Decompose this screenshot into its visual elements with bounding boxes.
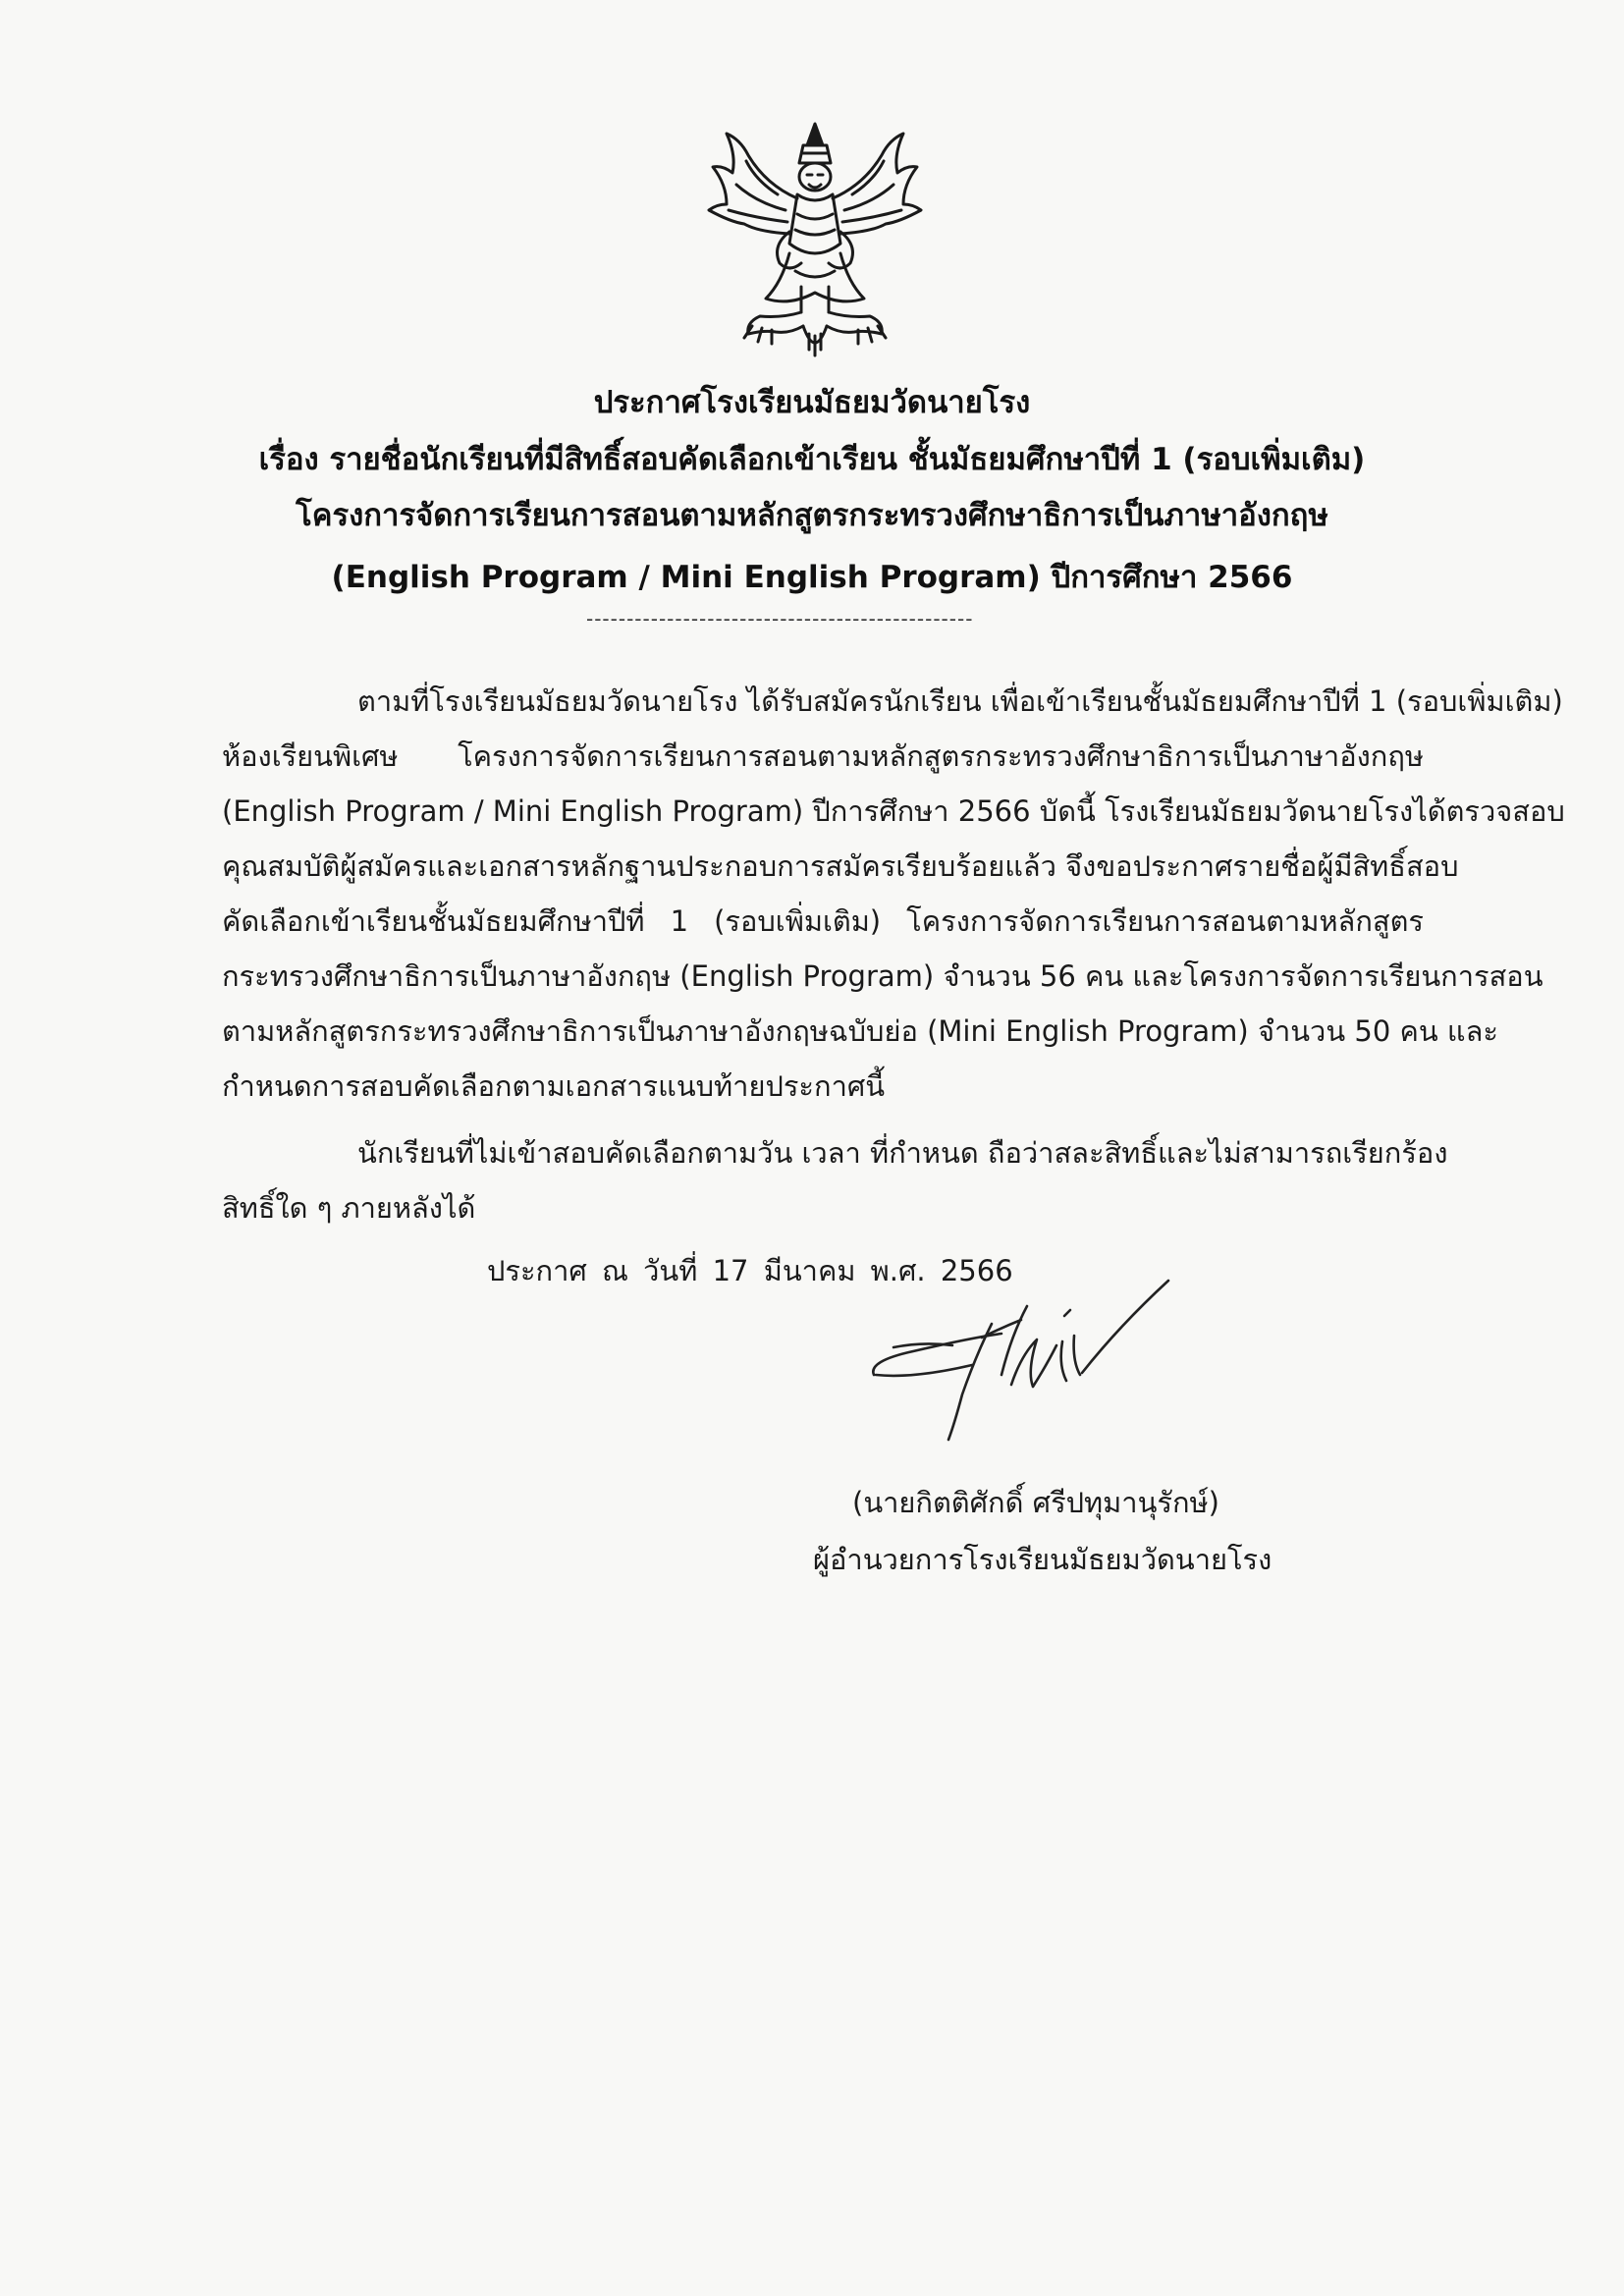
signer-position: ผู้อำนวยการโรงเรียนมัธยมวัดนายโรง <box>813 1543 1272 1576</box>
announcement-project: โครงการจัดการเรียนการสอนตามหลักสูตรกระทรวงศึกษาธิการเป็นภาษาอังกฤษ <box>296 498 1328 533</box>
paragraph-1-line: คุณสมบัติผู้สมัครและเอกสารหลักฐานประกอบการสมัครเรียบร้อยแล้ว จึงขอประกาศรายชื่อผู้มีสิทธิ์สอบ <box>222 849 1459 883</box>
signer-name: (นายกิตติศักดิ์ ศรีปทุมานุรักษ์) <box>852 1486 1219 1519</box>
divider-line: ------------------------------------------------ <box>586 607 974 630</box>
paragraph-1-line: ตามที่โรงเรียนมัธยมวัดนายโรง ได้รับสมัครนักเรียน เพื่อเข้าเรียนชั้นมัธยมศึกษาปีที่ 1 (รอบเพิ่มเติม) <box>357 684 1563 718</box>
paragraph-1-line: ห้องเรียนพิเศษ โครงการจัดการเรียนการสอนตามหลักสูตรกระทรวงศึกษาธิการเป็นภาษาอังกฤษ <box>222 739 1424 773</box>
paragraph-2-line: สิทธิ์ใด ๆ ภายหลังได้ <box>222 1191 476 1225</box>
announcement-date: ประกาศ ณ วันที่ 17 มีนาคม พ.ศ. 2566 <box>487 1254 1013 1287</box>
paragraph-1-line: กำหนดการสอบคัดเลือกตามเอกสารแนบท้ายประกาศนี้ <box>222 1069 886 1103</box>
announcement-subject: เรื่อง รายชื่อนักเรียนที่มีสิทธิ์สอบคัดเลือกเข้าเรียน ชั้นมัธยมศึกษาปีที่ 1 (รอบเพิ่มเติม) <box>258 442 1366 477</box>
paragraph-1-line: ตามหลักสูตรกระทรวงศึกษาธิการเป็นภาษาอังกฤษฉบับย่อ (Mini English Program) จำนวน 50 คน และ <box>222 1014 1498 1048</box>
handwritten-signature-icon <box>854 1277 1178 1453</box>
announcement-program-year: (English Program / Mini English Program) ปีการศึกษา 2566 <box>331 560 1293 595</box>
paragraph-2-line: นักเรียนที่ไม่เข้าสอบคัดเลือกตามวัน เวลา ที่กำหนด ถือว่าสละสิทธิ์และไม่สามารถเรียกร้อง <box>357 1136 1448 1170</box>
paragraph-1-line: กระทรวงศึกษาธิการเป็นภาษาอังกฤษ (English Program) จำนวน 56 คน และโครงการจัดการเรียนการสอน <box>222 959 1543 993</box>
announcement-title: ประกาศโรงเรียนมัธยมวัดนายโรง <box>593 385 1031 420</box>
paragraph-1-line: คัดเลือกเข้าเรียนชั้นมัธยมศึกษาปีที่ 1 (รอบเพิ่มเติม) โครงการจัดการเรียนการสอนตามหลักสูตร <box>222 904 1424 938</box>
paragraph-1-line: (English Program / Mini English Program) ปีการศึกษา 2566 บัดนี้ โรงเรียนมัธยมวัดนายโรงได้ตรวจสอบ <box>222 794 1565 828</box>
garuda-emblem-icon <box>687 116 943 361</box>
